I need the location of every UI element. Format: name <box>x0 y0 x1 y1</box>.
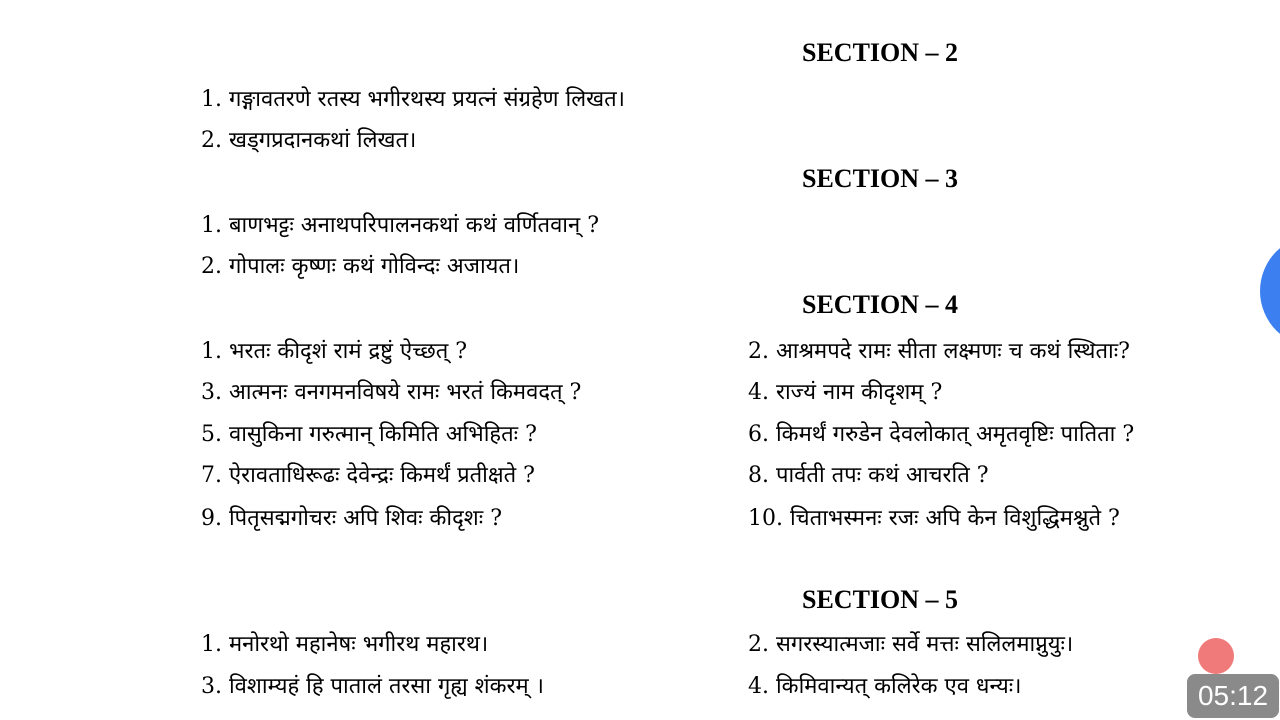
recording-timer: 05:12 <box>1187 674 1279 718</box>
section-4-question-1: 1. भरतः कीदृशं रामं द्रष्टुं ऐच्छत् ? <box>201 339 468 364</box>
section-5-question-2: 2. सगरस्यात्मजाः सर्वे मत्तः सलिलमाप्नुयुः। <box>748 632 1074 657</box>
section-4-question-2: 2. आश्रमपदे रामः सीता लक्ष्मणः च कथं स्थिताः? <box>748 339 1130 364</box>
section-4-question-6: 6. किमर्थं गरुडेन देवलोकात् अमृतवृष्टिः पातिता ? <box>748 422 1135 447</box>
section-5-question-1: 1. मनोरथो महानेषः भगीरथ महारथ। <box>201 632 489 657</box>
section-2-heading: SECTION – 2 <box>802 38 959 67</box>
section-4-heading: SECTION – 4 <box>802 290 959 319</box>
section-5-heading: SECTION – 5 <box>802 585 959 614</box>
section-2-question-1: 1. गङ्गावतरणे रतस्य भगीरथस्य प्रयत्नं संग्रहेण लिखत। <box>201 87 626 112</box>
section-4-question-10: 10. चिताभस्मनः रजः अपि केन विशुद्धिमश्नुते ? <box>748 506 1120 531</box>
record-icon[interactable] <box>1198 638 1234 674</box>
section-2-question-2: 2. खड्गप्रदानकथां लिखत। <box>201 128 417 153</box>
section-4-question-9: 9. पितृसद्मगोचरः अपि शिवः कीदृशः ? <box>201 506 502 531</box>
section-3-question-2: 2. गोपालः कृष्णः कथं गोविन्दः अजायत। <box>201 254 520 279</box>
section-4-question-8: 8. पार्वती तपः कथं आचरति ? <box>748 463 989 488</box>
section-5-question-4: 4. किमिवान्यत् कलिरेक एव धन्यः। <box>748 674 1022 699</box>
section-4-question-7: 7. ऐरावताधिरूढः देवेन्द्रः किमर्थं प्रतीक्षते ? <box>201 463 535 488</box>
section-3-question-1: 1. बाणभट्टः अनाथपरिपालनकथां कथं वर्णितवान् ? <box>201 213 599 238</box>
section-3-heading: SECTION – 3 <box>802 164 959 193</box>
section-4-question-5: 5. वासुकिना गरुत्मान् किमिति अभिहितः ? <box>201 422 537 447</box>
section-5-question-3: 3. विशाम्यहं हि पातालं तरसा गृह्य शंकरम् । <box>201 674 545 699</box>
section-4-question-4: 4. राज्यं नाम कीदृशम् ? <box>748 380 943 405</box>
section-4-question-3: 3. आत्मनः वनगमनविषये रामः भरतं किमवदत् ? <box>201 380 582 405</box>
